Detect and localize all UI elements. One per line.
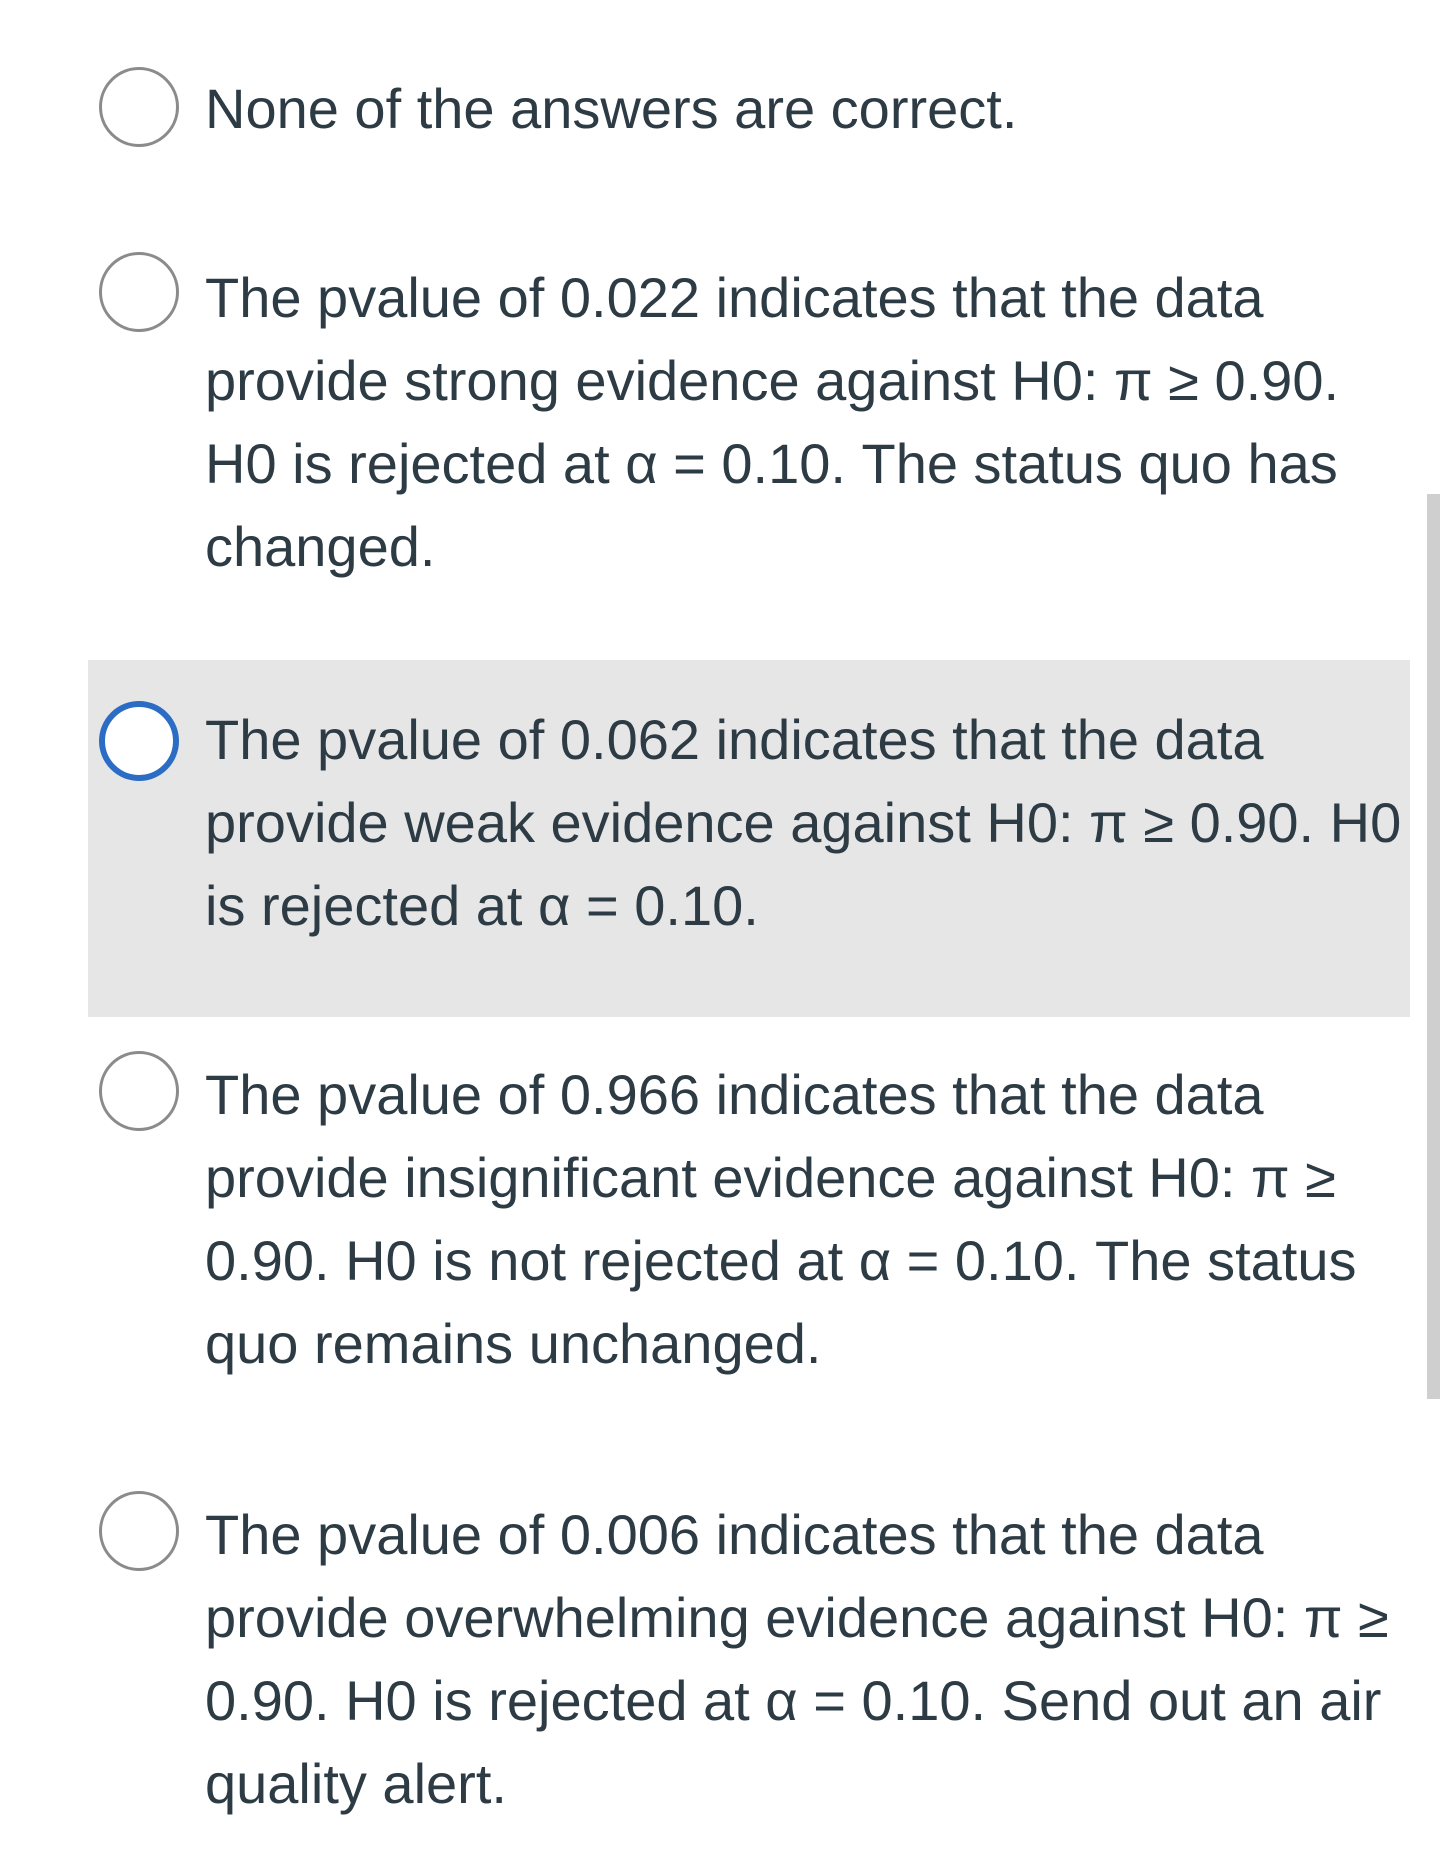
radio-button[interactable] (99, 67, 179, 147)
answer-option-label: The pvalue of 0.966 indicates that the data provide insignificant evidence against H0: π ≥ 0.90. H0 is not rejected at α = 0.10. The status quo remains unchanged. (205, 1063, 1357, 1375)
radio-button[interactable] (99, 701, 179, 781)
radio-button[interactable] (99, 1051, 179, 1131)
answer-option-2[interactable] (88, 220, 1410, 620)
scrollbar[interactable] (1427, 494, 1440, 1399)
answer-option-1[interactable] (88, 40, 1410, 180)
answer-option-3[interactable] (88, 660, 1410, 1017)
answer-option-5[interactable] (88, 1460, 1410, 1860)
answer-option-4[interactable] (88, 1020, 1410, 1420)
radio-button[interactable] (99, 1491, 179, 1571)
radio-button[interactable] (99, 252, 179, 332)
answer-option-label: The pvalue of 0.062 indicates that the data provide weak evidence against H0: π ≥ 0.90. H0 is rejected at α = 0.10. (205, 708, 1402, 937)
answer-option-label: The pvalue of 0.022 indicates that the data provide strong evidence against H0: π ≥ 0.90. H0 is rejected at α = 0.10. The status quo has changed. (205, 266, 1340, 578)
answer-option-label: None of the answers are correct. (205, 77, 1018, 140)
answer-option-label: The pvalue of 0.006 indicates that the data provide overwhelming evidence against H0: π ≥ 0.90. H0 is rejected at α = 0.10. Send out an air quality alert. (205, 1503, 1389, 1815)
